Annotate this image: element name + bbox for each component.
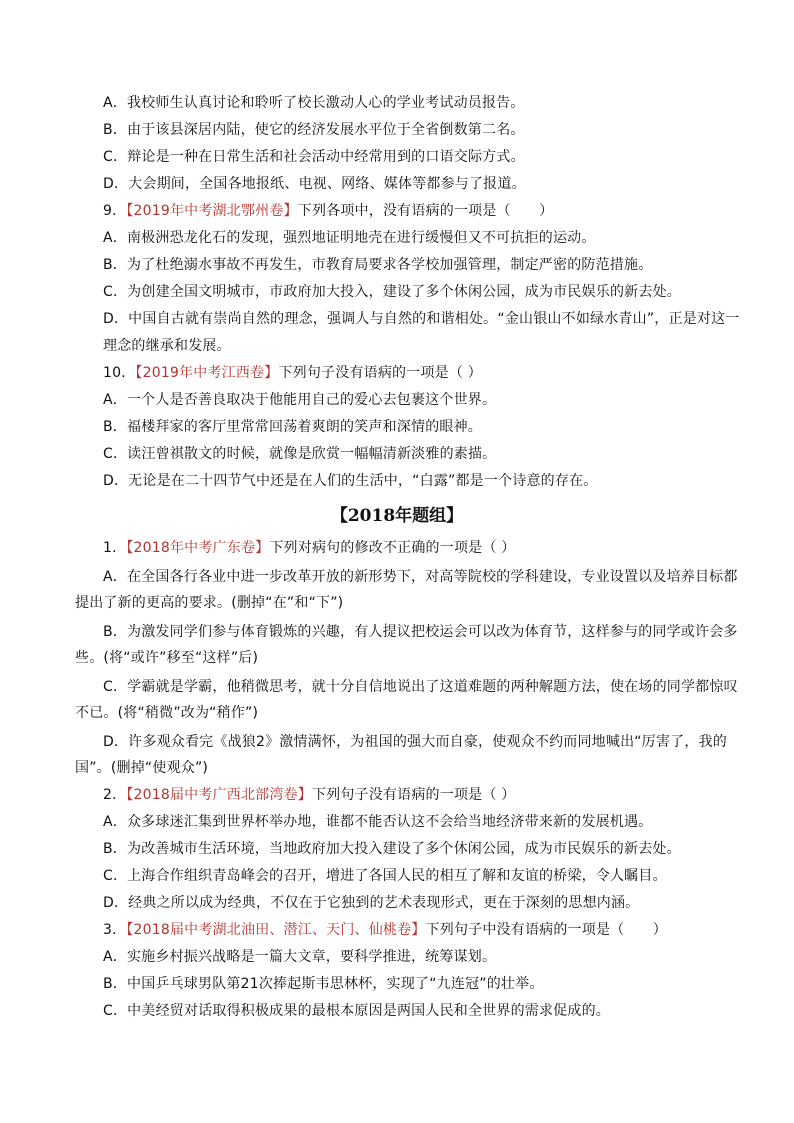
option-a: A．南极洲恐龙化石的发现，强烈地证明地壳在进行缓慢但又不可抗拒的运动。 <box>103 230 596 246</box>
option-c: C．中美经贸对话取得积极成果的最根本原因是两国人民和全世界的需求促成的。 <box>103 1003 610 1019</box>
question-3 <box>103 920 667 940</box>
option-c-continued: 不已。(将“稍微”改为“稍作”) <box>75 705 259 721</box>
option-b-continued: 些。(将“或许”移至“这样”后) <box>75 650 259 666</box>
option-a: A．众多球迷汇集到世界杯举办地，谁都不能否认这不会给当地经济带来新的发展机遇。 <box>103 814 653 830</box>
option-c: C．学霸就是学霸，他稍微思考，就十分自信地说出了这道难题的两种解题方法，使在场的同学都惊叹 <box>103 679 738 695</box>
option-b: B．由于该县深居内陆，使它的经济发展水平位于全省倒数第二名。 <box>103 122 525 138</box>
question-stem: 下列句子没有语病的一项是（ ） <box>311 787 516 803</box>
question-source: 【2019年中考江西卷】 <box>135 365 279 381</box>
option-c: C．辩论是一种在日常生活和社会活动中经常用到的口语交际方式。 <box>103 149 525 165</box>
option-d: D．大会期间，全国各地报纸、电视、网络、媒体等都参与了报道。 <box>103 176 526 192</box>
question-source: 【2018届中考湖北油田、潜江、天门、仙桃卷】 <box>126 922 426 938</box>
option-a: A．我校师生认真讨论和聆听了校长激动人心的学业考试动员报告。 <box>103 95 525 111</box>
question-9 <box>103 201 553 221</box>
question-10 <box>103 363 482 383</box>
option-c: C．上海合作组织青岛峰会的召开，增进了各国人民的相互了解和友谊的桥梁，令人瞩目。 <box>103 868 667 884</box>
option-d: D．许多观众看完《战狼2》激情满怀，为祖国的强大而自豪，使观众不约而同地喊出“厉害了，我的 <box>103 734 727 750</box>
option-b: B．福楼拜家的客厅里常常回荡着爽朗的笑声和深情的眼神。 <box>103 419 483 435</box>
question-number: 10． <box>103 365 136 381</box>
option-d-continued: 国”。(删掉“使观众”) <box>75 760 209 776</box>
question-1 <box>103 538 515 558</box>
option-a: A．实施乡村振兴战略是一篇大文章，要科学推进，统筹谋划。 <box>103 949 497 965</box>
question-source: 【2019年中考湖北鄂州卷】 <box>126 203 298 219</box>
option-a: A．在全国各行各业中进一步改革开放的新形势下，对高等院校的学科建设，专业设置以及培养目标都 <box>103 569 738 585</box>
question-number: 2． <box>103 787 127 803</box>
question-source: 【2018届中考广西北部湾卷】 <box>126 787 312 803</box>
option-d: D．无论是在二十四节气中还是在人们的生活中，“白露”都是一个诗意的存在。 <box>103 473 598 489</box>
option-b: B．为了杜绝溺水事故不再发生，市教育局要求各学校加强管理，制定严密的防范措施。 <box>103 257 653 273</box>
option-d: D．中国自古就有崇尚自然的理念，强调人与自然的和谐相处。“金山银山不如绿水青山”，正是对这一 <box>103 311 740 327</box>
option-b: B．为激发同学们参与体育锻炼的兴趣，有人提议把校运会可以改为体育节，这样参与的同学或许会多 <box>103 624 738 640</box>
option-d-continued: 理念的继承和发展。 <box>103 338 231 354</box>
question-2 <box>103 785 515 805</box>
question-stem: 下列各项中，没有语病的一项是（ ） <box>297 203 554 219</box>
option-c: C．为创建全国文明城市，市政府加大投入，建设了多个休闲公园，成为市民娱乐的新去处。 <box>103 284 681 300</box>
option-c: C．读汪曾祺散文的时候，就像是欣赏一幅幅清新淡雅的素描。 <box>103 446 497 462</box>
question-stem: 下列句子没有语病的一项是（ ） <box>278 365 482 381</box>
question-source: 【2018年中考广东卷】 <box>126 540 270 556</box>
question-stem: 下列句子中没有语病的一项是（ ） <box>425 922 667 938</box>
option-b: B．中国乒乓球男队第21次捧起斯韦思林杯，实现了“九连冠”的壮举。 <box>103 976 544 992</box>
option-d: D．经典之所以成为经典，不仅在于它独到的艺术表现形式，更在于深刻的思想内涵。 <box>103 895 640 911</box>
option-a-continued: 提出了新的更高的要求。(删掉“在”和“下”) <box>75 595 344 611</box>
question-number: 1． <box>103 540 127 556</box>
question-number: 3． <box>103 922 127 938</box>
section-title: 【2018年题组】 <box>330 506 464 526</box>
option-a: A．一个人是否善良取决于他能用自己的爱心去包裹这个世界。 <box>103 392 497 408</box>
question-stem: 下列对病句的修改不正确的一项是（ ） <box>269 540 516 556</box>
option-b: B．为改善城市生活环境，当地政府加大投入建设了多个休闲公园，成为市民娱乐的新去处。 <box>103 841 681 857</box>
question-number: 9． <box>103 203 127 219</box>
